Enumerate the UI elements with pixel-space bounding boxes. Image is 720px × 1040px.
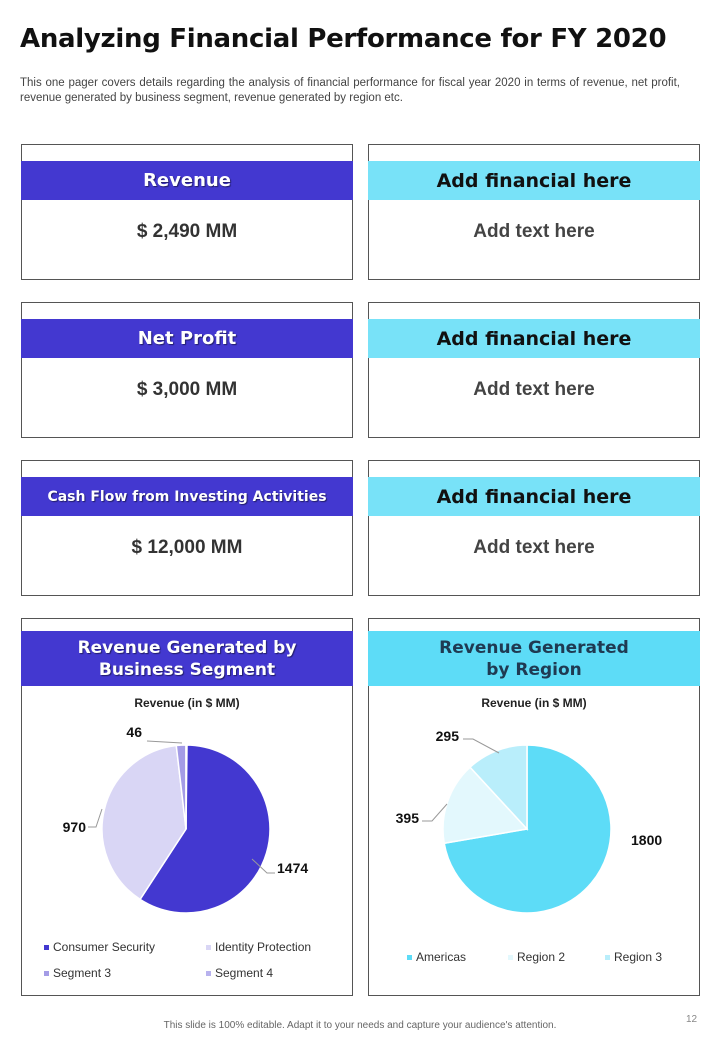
card-header: Add financial here (368, 319, 700, 358)
region-chart-card (368, 618, 700, 996)
card-header: Cash Flow from Investing Activities (21, 477, 353, 516)
card-value: $ 3,000 MM (136, 379, 238, 400)
placeholder-card (368, 302, 700, 438)
net-profit-card (21, 302, 353, 438)
segment-pie-chart (22, 619, 352, 995)
page-number: 12 (686, 1014, 698, 1025)
legend-label: Region 3 (614, 950, 663, 964)
chart-title-line1: Revenue Generated (439, 637, 629, 658)
card-header: Revenue (21, 161, 353, 200)
pie-slice-segment-4 (186, 745, 187, 829)
legend-label: Americas (416, 950, 467, 964)
placeholder-card (368, 144, 700, 280)
placeholder-card (368, 460, 700, 596)
cash-flow-card (21, 460, 353, 596)
legend-label: Consumer Security (53, 940, 156, 954)
leader-line (147, 741, 182, 743)
data-label: 1800 (631, 832, 663, 848)
card-value: Add text here (473, 379, 595, 400)
legend-swatch (605, 955, 610, 960)
card-header: Add financial here (368, 477, 700, 516)
segment-chart-card (21, 618, 353, 996)
legend-item (407, 950, 466, 964)
legend-item (508, 950, 565, 964)
legend-swatch (206, 945, 211, 950)
legend-item (206, 940, 311, 954)
page-subtitle: This one pager covers details regarding the analysis of financial performance for fiscal year 2020 in terms of revenue, net profit, revenue generated by business segment, revenue generated by region etc. (20, 77, 680, 104)
region-pie-chart (369, 619, 699, 995)
card-header: Add financial here (368, 161, 700, 200)
legend-swatch (407, 955, 412, 960)
card-header: Net Profit (21, 319, 353, 358)
data-label: 970 (62, 819, 86, 835)
card-value: Add text here (473, 537, 595, 558)
legend-item (44, 966, 111, 980)
chart-title-line1: Revenue Generated by (77, 637, 297, 658)
data-label: 46 (126, 724, 142, 740)
data-label: 295 (435, 728, 459, 744)
chart-title-line2: Business Segment (98, 659, 276, 680)
leader-line (88, 809, 102, 827)
card-value: $ 2,490 MM (136, 221, 238, 242)
card-value: $ 12,000 MM (131, 537, 243, 558)
legend-item (206, 966, 273, 980)
legend-label: Segment 3 (53, 966, 112, 980)
footer-note: This slide is 100% editable. Adapt it to your needs and capture your audience's attention. (163, 1020, 557, 1031)
chart-subtitle: Revenue (in $ MM) (481, 696, 587, 710)
legend-swatch (206, 971, 211, 976)
legend-item (605, 950, 662, 964)
legend-swatch (44, 945, 49, 950)
legend-label: Identity Protection (215, 940, 312, 954)
chart-title-line2: by Region (486, 659, 582, 680)
legend-item (44, 940, 155, 954)
legend-label: Segment 4 (215, 966, 274, 980)
legend-label: Region 2 (517, 950, 566, 964)
chart-subtitle: Revenue (in $ MM) (134, 696, 240, 710)
revenue-card (21, 144, 353, 280)
legend-swatch (44, 971, 49, 976)
data-label: 1474 (277, 860, 309, 876)
page-title: Analyzing Financial Performance for FY 2020 (20, 24, 667, 54)
legend-swatch (508, 955, 513, 960)
data-label: 395 (395, 810, 419, 826)
card-value: Add text here (473, 221, 595, 242)
